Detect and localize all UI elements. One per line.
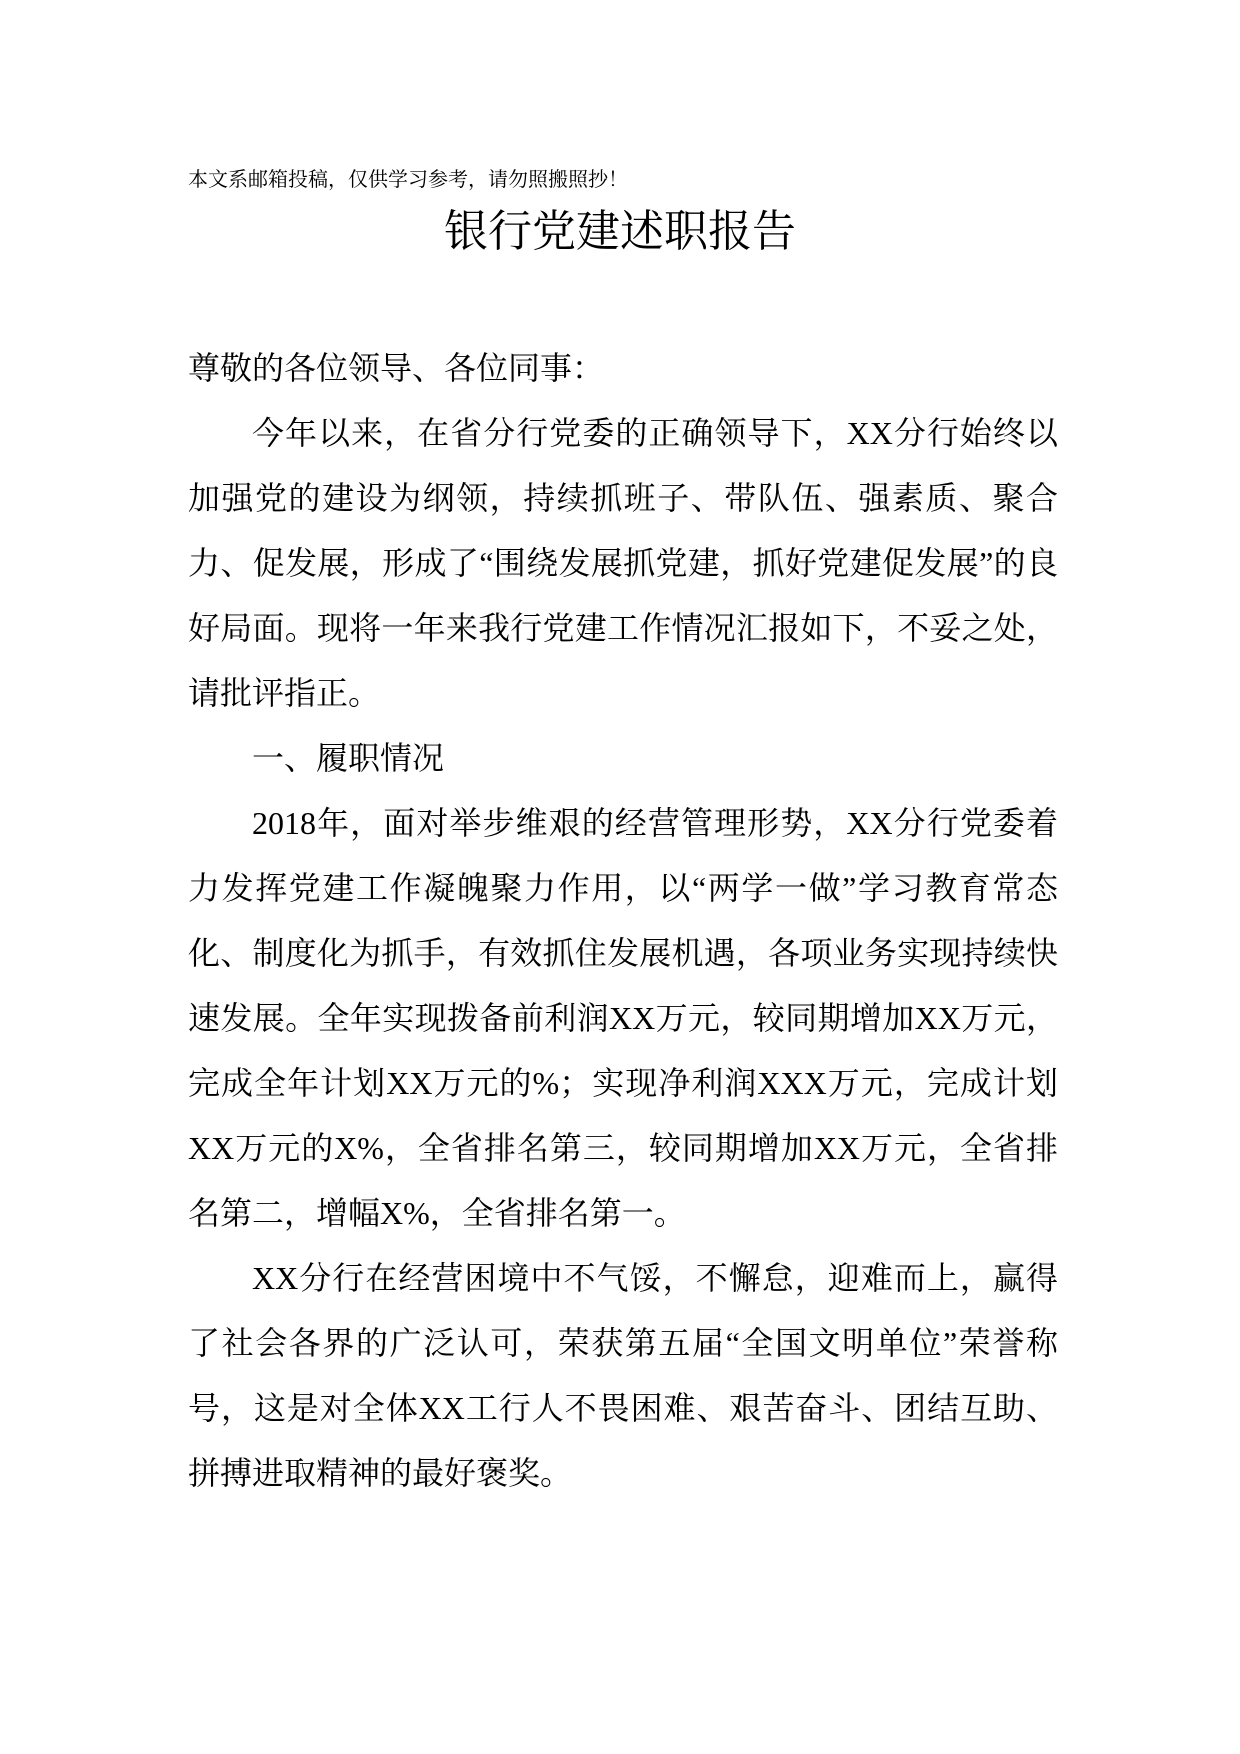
document-body	[188, 336, 1058, 1506]
paragraph-intro: 今年以来，在省分行党委的正确领导下，XX分行始终以加强党的建设为纲领，持续抓班子、带队伍、强素质、聚合力、促发展，形成了“围绕发展抓党建，抓好党建促发展”的良好局面。现将一年来我行党建工作情况汇报如下，不妥之处，请批评指正。	[188, 415, 1058, 711]
greeting: 尊敬的各位领导、各位同事：	[188, 350, 605, 386]
paragraph-performance: 2018年，面对举步维艰的经营管理形势，XX分行党委着力发挥党建工作凝魄聚力作用，以“两学一做”学习教育常态化、制度化为抓手，有效抓住发展机遇，各项业务实现持续快速发展。全年实现拨备前利润XX万元，较同期增加XX万元，完成全年计划XX万元的%；实现净利润XXX万元，完成计划XX万元的X%，全省排名第三，较同期增加XX万元，全省排名第二，增幅X%，全省排名第一。	[188, 805, 1058, 1231]
paragraph-honor: XX分行在经营困境中不气馁，不懈怠，迎难而上，赢得了社会各界的广泛认可，荣获第五届“全国文明单位”荣誉称号，这是对全体XX工行人不畏困难、艰苦奋斗、团结互助、拼搏进取精神的最好褒奖。	[188, 1260, 1058, 1491]
section-heading: 一、履职情况	[252, 740, 445, 776]
submission-note: 本文系邮箱投稿，仅供学习参考，请勿照搬照抄！	[188, 167, 628, 191]
document-title: 银行党建述职报告	[444, 206, 796, 257]
